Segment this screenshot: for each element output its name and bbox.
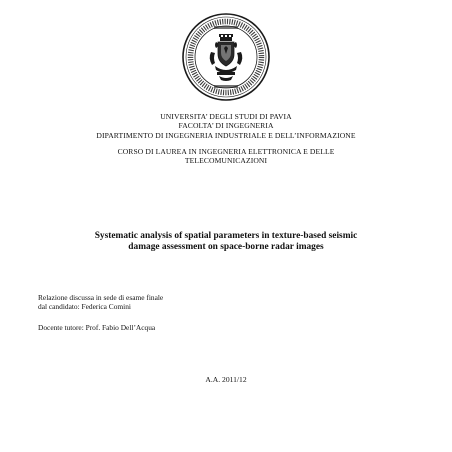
tutor-name: Docente tutore: Prof. Fabio Dell’Acqua [38,323,156,332]
exam-statement: Relazione discussa in sede di esame finale [38,293,164,302]
degree-course [0,147,452,166]
thesis-title-line-1: Systematic analysis of spatial parameters in texture-based seismic [94,231,358,241]
university-header [0,112,452,140]
faculty-name: FACOLTA’ DI INGEGNERIA [178,121,274,131]
thesis-title-line-2: damage assessment on space-borne radar images [128,242,324,253]
course-name-line-2: TELECOMUNICAZIONI [184,156,268,166]
university-name: UNIVERSITA’ DEGLI STUDI DI PAVIA [160,112,292,121]
department-name: DIPARTIMENTO DI INGEGNERIA INDUSTRIALE E DELL’INFORMAZIONE [96,130,356,140]
thesis-title [30,231,422,254]
candidate-info [38,293,163,311]
university-seal-icon [181,12,271,102]
academic-year: A.A. 2011/12 [205,375,247,384]
tutor-info [38,323,155,332]
candidate-name: dal candidato: Federica Comini [38,302,131,312]
course-name-line-1: CORSO DI LAUREA IN INGEGNERIA ELETTRONICA E DELLE [117,147,335,156]
